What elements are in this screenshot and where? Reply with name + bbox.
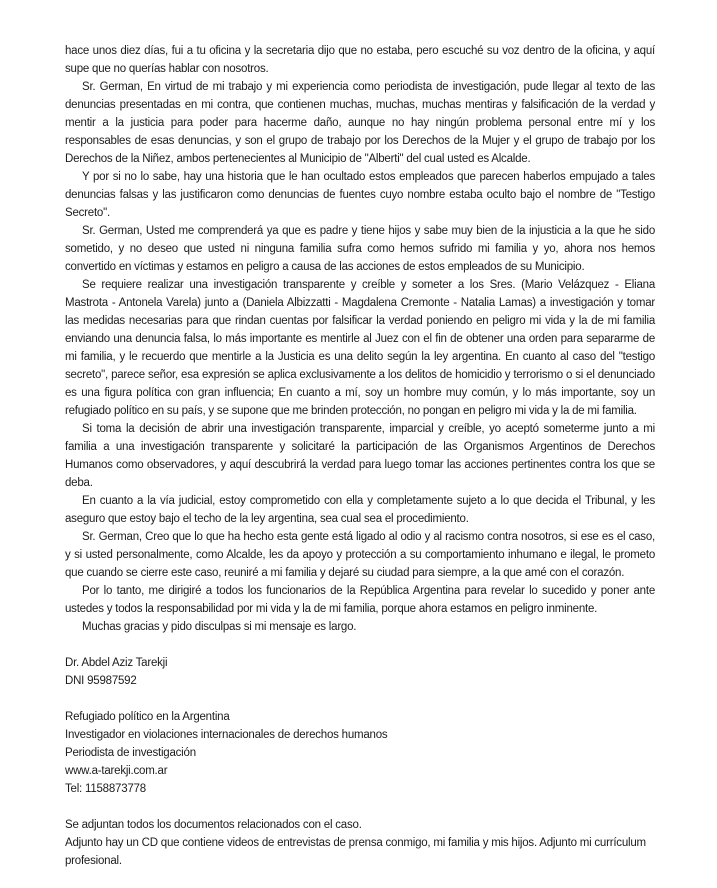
signature-line: Dr. Abdel Aziz Tarekji xyxy=(65,657,168,669)
letter-paragraph: Si toma la decisión de abrir una investigación transparente, imparcial y creíble, yo aceptó someterme junto a mi familia a una investigación transparente y solicitaré la participación de las Organismos Argentinos de Derechos Humanos como observadores, y aquí descubrirá la verdad para luego tomar las acciones pertinentes contra los que se deba. xyxy=(65,423,655,489)
signature-line: DNI 95987592 xyxy=(65,675,137,687)
letter-paragraph: Se requiere realizar una investigación transparente y creíble y someter a los Sres. (Mario Velázquez - Eliana Mastrota - Antonela Varela) junto a (Daniela Albizzatti - Magdalena Cremonte - Natalia Lamas) a investigación y tomar las medidas necesarias para que rindan cuentas por falsificar la verdad poniendo en peligro mi vida y la de mi familia enviando una denuncia falsa, lo más importante es mentirle al Juez con el fin de obtener una orden para separarme de mi familia, y le recuerdo que mentirle a la Justicia es una delito según la ley argentina. En cuanto al caso del "testigo secreto", parece señor, esa expresión se aplica exclusivamente a los delitos de homicidio y terrorismo o si el denunciado es una figura política con gran influencia; En cuanto a mí, soy un hombre muy común, y lo más importante, soy un refugiado político en su país, y se supone que me brinden protección, no pongan en peligro mi vida y la de mi familia. xyxy=(65,279,655,417)
letter-body xyxy=(65,42,655,636)
letter-paragraph: Sr. German, En virtud de mi trabajo y mi experiencia como periodista de investigación, pude llegar al texto de las denuncias presentadas en mi contra, que contienen muchas, muchas, muchas mentiras y falsificación de la verdad y mentir a la justicia para poder para hacerme daño, aunque no hay ningún problema personal entre mí y los responsables de esas denuncias, y son el grupo de trabajo por los Derechos de la Mujer y el grupo de trabajo por los Derechos de la Niñez, ambos pertenecientes al Municipio de "Alberti" del cual usted es Alcalde. xyxy=(65,81,655,165)
letter-paragraph: Sr. German, Creo que lo que ha hecho esta gente está ligado al odio y al racismo contra nosotros, si ese es el caso, y si usted personalmente, como Alcalde, les da apoyo y protección a su comportamiento inhumano e ilegal, le prometo que cuando se cierre este caso, reuniré a mi familia y dejaré su ciudad para siempre, a la que amé con el corazón. xyxy=(65,531,655,579)
credential-line: Refugiado político en la Argentina xyxy=(65,711,230,723)
credential-line: Tel: 1158873778 xyxy=(65,783,146,795)
attachments-block xyxy=(65,816,655,870)
attachment-line: Se adjuntan todos los documentos relacionados con el caso. xyxy=(65,819,362,831)
credential-line: Periodista de investigación xyxy=(65,747,196,759)
letter-paragraph: En cuanto a la vía judicial, estoy comprometido con ella y completamente sujeto a lo que decida el Tribunal, y les aseguro que estoy bajo el techo de la ley argentina, sea cual sea el procedimiento. xyxy=(65,495,655,525)
credentials-block xyxy=(65,708,655,798)
credential-line: Investigador en violaciones internacionales de derechos humanos xyxy=(65,729,388,741)
letter-paragraph: Y por si no lo sabe, hay una historia que le han ocultado estos empleados que parecen haberlos empujado a tales denuncias falsas y las justificaron como denuncias de fuentes cuyo nombre estaba oculto bajo el nombre de "Testigo Secreto". xyxy=(65,171,655,219)
letter-paragraph: Sr. German, Usted me comprenderá ya que es padre y tiene hijos y sabe muy bien de la injusticia a la que he sido sometido, y no deseo que usted ni ninguna familia sufra como hemos sufrido mi familia y yo, ahora nos hemos convertido en víctimas y estamos en peligro a causa de las acciones de estos empleados de su Municipio. xyxy=(65,225,655,273)
letter-paragraph: Muchas gracias y pido disculpas si mi mensaje es largo. xyxy=(82,621,357,633)
letter-paragraph: hace unos diez días, fui a tu oficina y la secretaria dijo que no estaba, pero escuché su voz dentro de la oficina, y aquí supe que no querías hablar con nosotros. xyxy=(65,45,655,75)
attachment-line: Adjunto hay un CD que contiene videos de entrevistas de prensa conmigo, mi familia y mis hijos. Adjunto mi currículum profesional. xyxy=(65,837,646,867)
credential-line: www.a-tarekji.com.ar xyxy=(65,765,168,777)
signature-block xyxy=(65,654,655,690)
letter-paragraph: Por lo tanto, me dirigiré a todos los funcionarios de la República Argentina para revelar lo sucedido y poner ante ustedes y todos la responsabilidad por mi vida y la de mi familia, porque ahora estamos en peligro inminente. xyxy=(65,585,655,615)
